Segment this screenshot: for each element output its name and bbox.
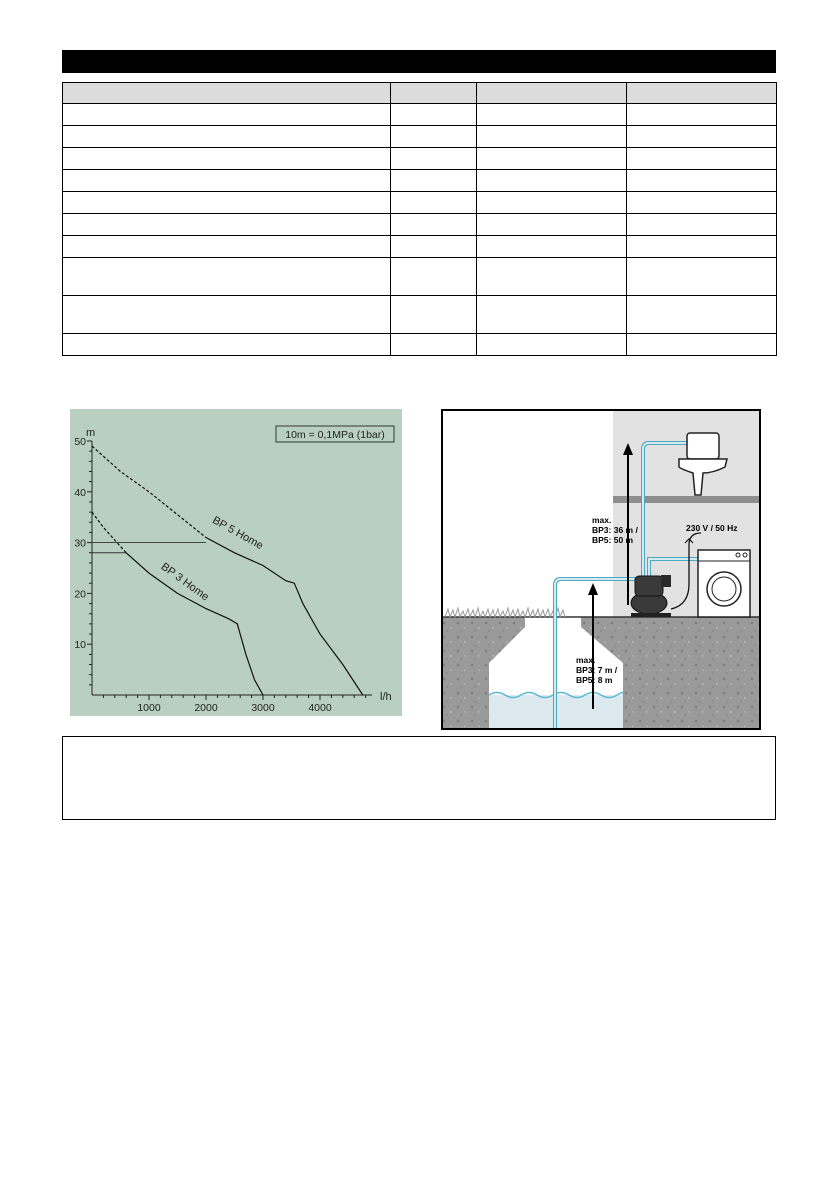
x-tick-label: 4000 bbox=[308, 702, 332, 714]
installation-diagram-svg bbox=[441, 409, 761, 730]
upper-height-label-1: max. bbox=[592, 515, 612, 525]
table-header-cell bbox=[63, 83, 391, 104]
x-tick-label: 2000 bbox=[194, 702, 218, 714]
pump-curve-chart bbox=[70, 409, 402, 716]
table-header-row bbox=[63, 83, 777, 104]
pump-curve-svg bbox=[70, 409, 402, 716]
note-box bbox=[62, 736, 776, 820]
upper-height-label-2: BP3: 36 m / bbox=[592, 525, 638, 535]
x-axis-label: l/h bbox=[380, 691, 392, 703]
unit-note: 10m = 0,1MPa (1bar) bbox=[285, 429, 385, 441]
table-row bbox=[63, 258, 777, 296]
y-tick-label: 20 bbox=[74, 588, 86, 601]
table-header-cell bbox=[391, 83, 477, 104]
y-tick-label: 50 bbox=[74, 436, 86, 448]
table-header-cell bbox=[477, 83, 627, 104]
series-dashed-line bbox=[92, 512, 126, 553]
table-row bbox=[63, 214, 777, 236]
table-row bbox=[63, 104, 777, 126]
upper-height-label-3: BP5: 50 m bbox=[592, 535, 634, 545]
y-tick-label: 10 bbox=[74, 639, 86, 652]
table-row bbox=[63, 148, 777, 170]
table-row bbox=[63, 192, 777, 214]
table-row bbox=[63, 170, 777, 192]
washing-machine-icon bbox=[698, 550, 750, 617]
x-tick-label: 1000 bbox=[137, 702, 161, 714]
lower-height-label-1: max. bbox=[576, 655, 596, 665]
lower-height-label-2: BP3: 7 m / bbox=[576, 665, 618, 675]
table-row bbox=[63, 236, 777, 258]
chart-axes bbox=[92, 441, 372, 695]
table-row bbox=[63, 296, 777, 334]
floor-slab bbox=[613, 496, 759, 503]
y-tick-label: 30 bbox=[74, 537, 86, 550]
lower-height-label-3: BP5: 8 m bbox=[576, 675, 613, 685]
table-row bbox=[63, 334, 777, 356]
voltage-label: 230 V / 50 Hz bbox=[686, 523, 738, 533]
installation-diagram bbox=[441, 409, 761, 730]
x-tick-label: 3000 bbox=[251, 702, 275, 714]
series-dashed-line bbox=[92, 446, 206, 537]
section-header-bar bbox=[62, 50, 776, 73]
series-label-bp5: BP 5 Home bbox=[210, 514, 266, 553]
series-line bbox=[126, 553, 263, 695]
table-header-cell bbox=[627, 83, 777, 104]
technical-data-table bbox=[62, 82, 777, 356]
y-axis-label: m bbox=[86, 427, 96, 439]
table-row bbox=[63, 126, 777, 148]
y-tick-label: 40 bbox=[74, 486, 86, 499]
series-label-bp3: BP 3 Home bbox=[158, 560, 212, 604]
series-line bbox=[206, 538, 363, 696]
